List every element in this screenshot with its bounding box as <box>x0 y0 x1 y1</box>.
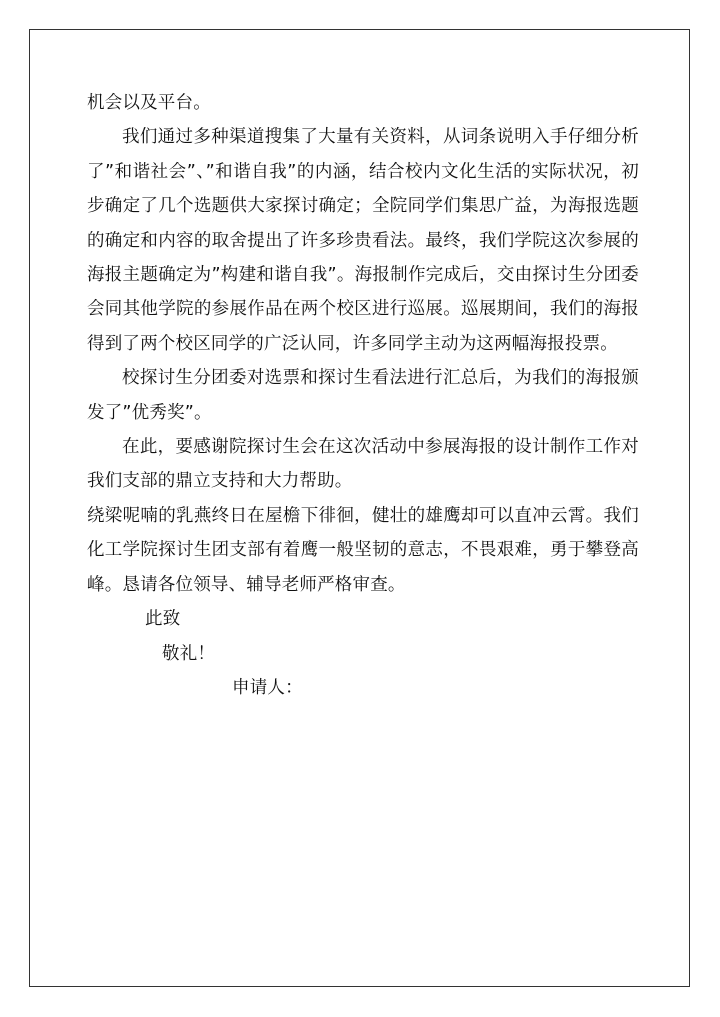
paragraph-award: 校探讨生分团委对选票和探讨生看法进行汇总后，为我们的海报颁发了”优秀奖”。 <box>87 368 639 423</box>
document-body <box>87 86 639 705</box>
salute-text: 敬礼！ <box>162 643 216 664</box>
paragraph-thanks: 在此，要感谢院探讨生会在这次活动中参展海报的设计制作工作对我们支部的鼎立支持和大力帮助。 <box>87 437 639 492</box>
paragraph-continuation: 机会以及平台。 <box>87 93 211 113</box>
paragraph-conclusion: 绕梁呢喃的乳燕终日在屋檐下徘徊，健壮的雄鹰却可以直冲云霄。我们化工学院探讨生团支部有着鹰一般坚韧的意志，不畏艰难，勇于攀登高峰。恳请各位领导、辅导老师严格审查。 <box>87 505 639 595</box>
applicant-label: 申请人： <box>232 677 303 698</box>
paragraph-research: 我们通过多种渠道搜集了大量有关资料，从词条说明入手仔细分析了”和谐社会”、”和谐自我”的内涵，结合校内文化生活的实际状况，初步确定了几个选题供大家探讨确定；全院同学们集思广益，为海报选题的确定和内容的取舍提出了许多珍贵看法。最终，我们学院这次参展的海报主题确定为”构建和谐自我”。海报制作完成后，交由探讨生分团委会同其他学院的参展作品在两个校区进行巡展。巡展期间，我们的海报得到了两个校区同学的广泛认同，许多同学主动为这两幅海报投票。 <box>87 127 639 354</box>
closing-text: 此致 <box>145 609 181 630</box>
